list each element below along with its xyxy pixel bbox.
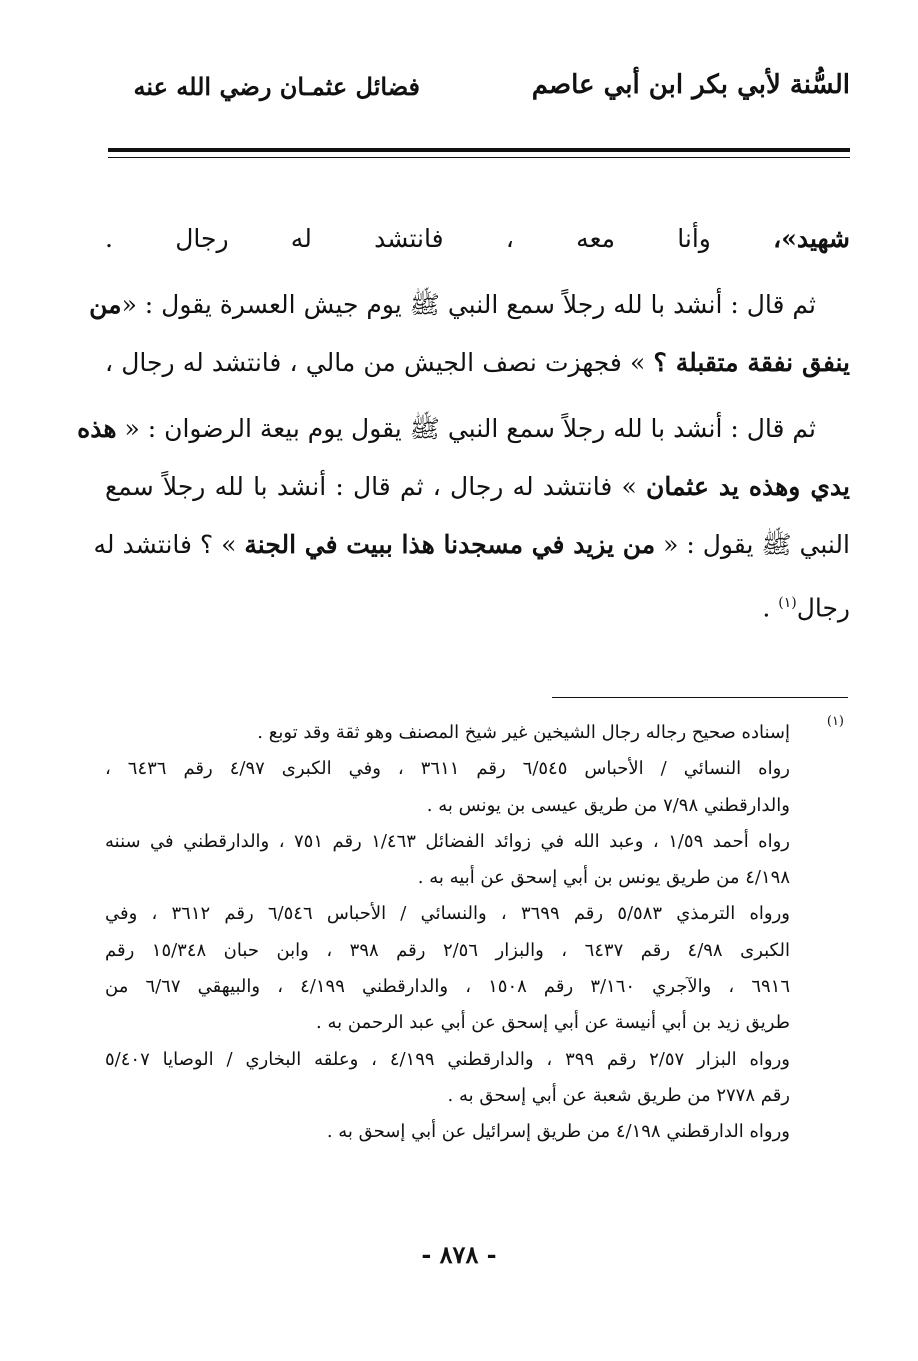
footnote-separator xyxy=(552,697,848,698)
text-line xyxy=(105,210,850,268)
line-text: ثم قال : أنشد با لله رجلاً سمع النبي ﷺ يوم جيش العسرة يقول : « xyxy=(121,290,816,319)
bold-phrase: ينفق نفقة متقبلة ؟ xyxy=(653,348,850,377)
text-line xyxy=(105,458,850,516)
line-text: وأنا معه ، فانتشد له رجال . xyxy=(105,224,774,253)
main-text xyxy=(77,210,850,632)
footnote-line: ورواه البزار ٢/٥٧ رقم ٣٩٩ ، والدارقطني ٤/١٩٩ ، وعلقه البخاري / الوصايا ٥/٤٠٧ xyxy=(105,1048,790,1070)
footnote-marker: (١) xyxy=(826,714,844,729)
footnote-line: رواه النسائي / الأحباس ٦/٥٤٥ رقم ٣٦١١ ، وفي الكبرى ٤/٩٧ رقم ٦٤٣٦ ، xyxy=(105,758,790,780)
text-line xyxy=(105,574,850,632)
line-text: ثم قال : أنشد با لله رجلاً سمع النبي ﷺ يقول يوم بيعة الرضوان : « xyxy=(116,414,816,443)
header-rule-thick xyxy=(108,148,850,152)
footnote-line: ورواه الدارقطني ٤/١٩٨ من طريق إسرائيل عن أبي إسحق به . xyxy=(326,1121,790,1143)
header-rule-thin xyxy=(108,157,850,158)
bold-phrase: من يزيد في مسجدنا هذا ببيت في الجنة xyxy=(244,530,656,559)
text-line xyxy=(89,276,850,334)
footnote-line: إسناده صحيح رجاله رجال الشيخين غير شيخ المصنف وهو ثقة وقد توبع . xyxy=(257,722,790,743)
footnote-line: رقم ٢٧٧٨ من طريق شعبة عن أبي إسحق به . xyxy=(447,1084,790,1106)
line-text: » فجهزت نصف الجيش من مالي ، فانتشد له رجال ، xyxy=(105,348,654,377)
footnote-line: ورواه الترمذي ٥/٥٨٣ رقم ٣٦٩٩ ، والنسائي / الأحباس ٦/٥٤٦ رقم ٣٦١٢ ، وفي xyxy=(105,903,790,925)
text-line xyxy=(105,334,850,392)
line-text: . xyxy=(762,593,779,623)
footnote-reference: (١) xyxy=(778,595,797,611)
footnote-line: ٦٩١٦ ، والآجري ٣/١٦٠ رقم ١٥٠٨ ، والدارقطني ٤/١٩٩ ، والبيهقي ٦/٦٧ من xyxy=(105,976,790,998)
footnote-line: ٤/١٩٨ من طريق يونس بن أبي إسحق عن أبيه به . xyxy=(417,867,790,889)
line-text: رجال xyxy=(796,593,850,623)
footnote-line: طريق زيد بن أبي أنيسة عن أبي إسحق عن أبي عبد الرحمن به . xyxy=(316,1012,790,1034)
line-text: النبي ﷺ يقول : « xyxy=(655,530,850,559)
footnotes xyxy=(105,715,790,1151)
text-line xyxy=(77,400,850,458)
page-number: - ٨٧٨ - xyxy=(421,1240,497,1269)
bold-phrase: هذه xyxy=(77,414,117,443)
bold-phrase: يدي وهذه يد عثمان xyxy=(646,472,850,501)
chapter-title: فضائل عثمـان رضي الله عنه xyxy=(133,72,420,101)
line-text: » ؟ فانتشد له xyxy=(93,530,245,559)
bold-phrase: من xyxy=(89,290,122,319)
footnote-line: الكبرى ٤/٩٨ رقم ٦٤٣٧ ، والبزار ٢/٥٦ رقم ٣٩٨ ، وابن حبان ١٥/٣٤٨ رقم xyxy=(105,939,790,961)
bold-phrase: شهيد»، xyxy=(773,224,850,253)
book-title: السُّنة لأبي بكر ابن أبي عاصم xyxy=(531,70,850,100)
text-line xyxy=(93,516,850,574)
running-header xyxy=(133,70,850,110)
line-text: » فانتشد له رجال ، ثم قال : أنشد با لله رجلاً سمع xyxy=(105,472,646,501)
footnote-line: والدارقطني ٧/٩٨ من طريق عيسى بن يونس به . xyxy=(426,794,790,816)
footnote-line: رواه أحمد ١/٥٩ ، وعبد الله في زوائد الفضائل ١/٤٦٣ رقم ٧٥١ ، والدارقطني في سننه xyxy=(105,830,790,852)
